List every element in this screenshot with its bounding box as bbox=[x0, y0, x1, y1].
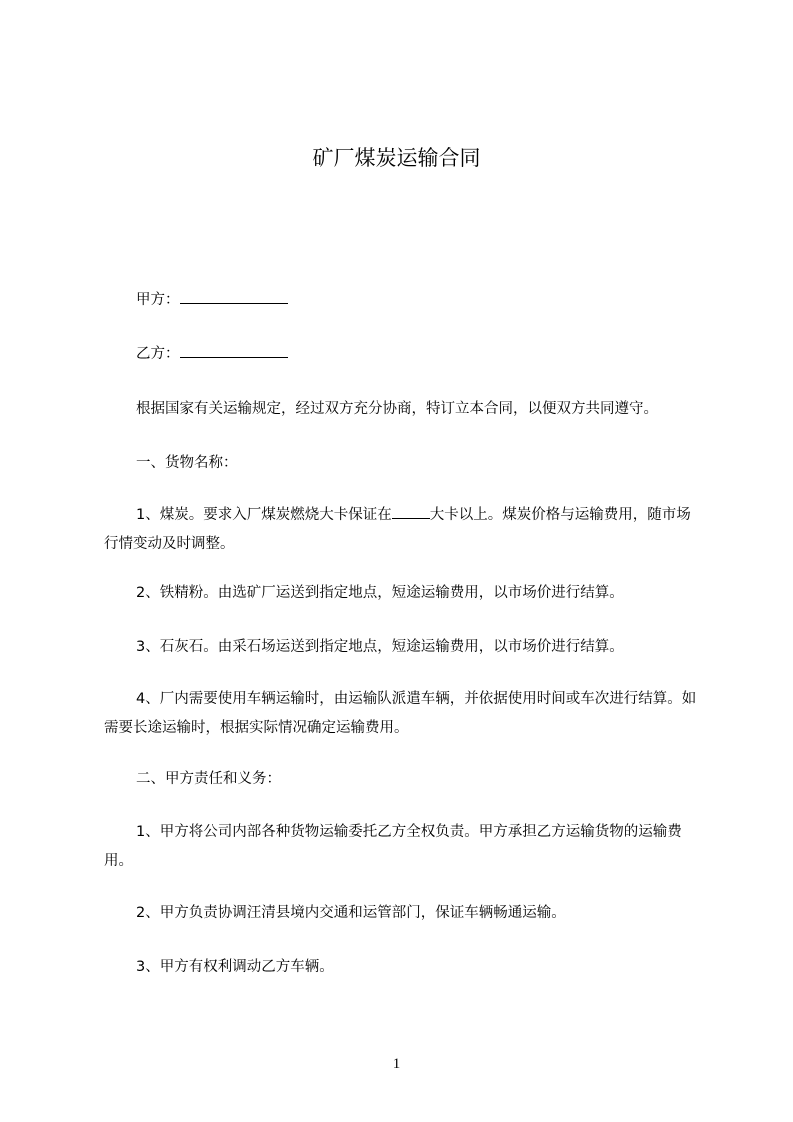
item-1-1-paragraph bbox=[104, 501, 698, 559]
document-title: 矿厂煤炭运输合同 bbox=[312, 146, 481, 170]
page-number: 1 bbox=[392, 1056, 401, 1072]
section-1-heading: 一、货物名称： bbox=[136, 455, 238, 471]
party-a-blank bbox=[180, 288, 288, 304]
section-2-heading: 二、甲方责任和义务： bbox=[136, 771, 281, 787]
item-1-4-paragraph: 4、厂内需要使用车辆运输时，由运输队派遣车辆，并依据使用时间或车次进行结算。如需要长途运输时，根据实际情况确定运输费用。 bbox=[104, 691, 697, 736]
item-1-2-paragraph: 2、铁精粉。由选矿厂运送到指定地点，短途运输费用，以市场价进行结算。 bbox=[136, 585, 624, 601]
item-1-1-text-before: 1、煤炭。要求入厂煤炭燃烧大卡保证在 bbox=[136, 507, 392, 523]
item-2-1-paragraph: 1、甲方将公司内部各种货物运输委托乙方全权负责。甲方承担乙方运输货物的运输费用。 bbox=[104, 824, 682, 869]
party-a-label: 甲方： bbox=[136, 292, 180, 308]
party-b-line bbox=[104, 340, 698, 369]
party-a-line bbox=[104, 286, 698, 315]
item-2-3-paragraph: 3、甲方有权利调动乙方车辆。 bbox=[136, 959, 334, 975]
party-b-label: 乙方： bbox=[136, 346, 180, 362]
item-1-3-paragraph: 3、石灰石。由采石场运送到指定地点，短途运输费用，以市场价进行结算。 bbox=[136, 639, 624, 655]
party-b-blank bbox=[180, 342, 288, 358]
item-2-2-paragraph: 2、甲方负责协调汪清县境内交通和运管部门，保证车辆畅通运输。 bbox=[136, 905, 566, 921]
intro-paragraph: 根据国家有关运输规定，经过双方充分协商，特订立本合同，以便双方共同遵守。 bbox=[136, 401, 658, 417]
calorific-value-blank bbox=[392, 503, 430, 519]
item-1-1-text-after: 大卡以上。煤炭价格与运输费用，随市场行情变动及时调整。 bbox=[104, 507, 691, 552]
